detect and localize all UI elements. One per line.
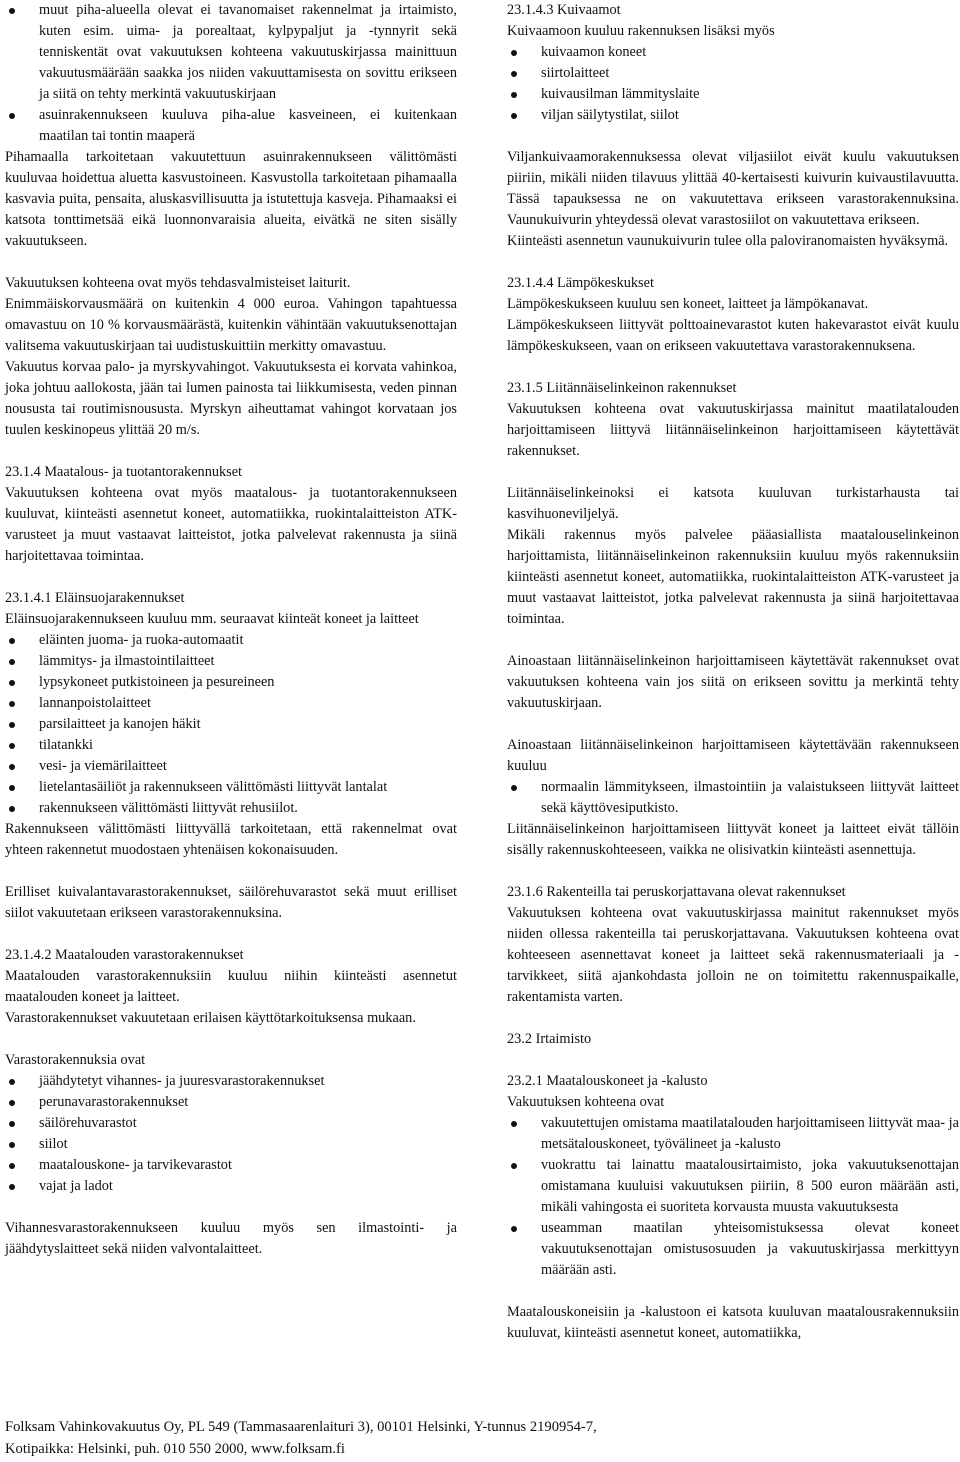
bullet-list (5, 0, 457, 147)
paragraph: Mikäli rakennus myös palvelee pääasiallista maatalouselinkeinon harjoittamista, liitännäiselinkeinon rakennuksiin kuuluu myös rakennuksiin kiinteästi asennetut koneet, automatiikka, ruokintalaitteiston ATK-varusteet ja muut vastaavat laitteistot, jotka palvelevat rakennusta ja siinä harjoitettavaa toimintaa. (507, 527, 959, 627)
list-item: tilatankki (5, 735, 457, 756)
list-item: vesi- ja viemärilaitteet (5, 756, 457, 777)
right-column (507, 0, 959, 1344)
paragraph: Varastorakennukset vakuutetaan erilaisen käyttötarkoituksensa mukaan. (5, 1010, 416, 1026)
paragraph: Lämpökeskukseen liittyvät polttoainevarastot kuten hakevarastot eivät kuulu lämpökeskukseen, vaan on erikseen vakuutettava varastorakennuksena. (507, 317, 959, 354)
paragraph: Vakuutuksen kohteena ovat myös maatalous- ja tuotantorakennukseen kuuluvat, kiinteästi asennetut koneet, automatiikka, ruokintalaitteiston ATK-varusteet ja muut vastaavat laitteistot, jotka palvelevat rakennusta ja siinä harjoitettavaa toimintaa. (5, 485, 457, 564)
list-item: vuokrattu tai lainattu maatalousirtaimisto, joka vakuutuksenottajan omistamana kuuluisi vakuutuksen piiriin, 8 500 euron määrään asti, mikäli vahingosta ei suoriteta korvausta muusta vakuutuksesta (507, 1155, 959, 1218)
paragraph: Eläinsuojarakennukseen kuuluu mm. seuraavat kiinteät koneet ja laitteet (5, 611, 419, 627)
list-item: viljan säilytystilat, siilot (507, 105, 959, 126)
list-item: kuivausilman lämmityslaite (507, 84, 959, 105)
list-item: eläinten juoma- ja ruoka-automaatit (5, 630, 457, 651)
bullet-list (507, 777, 959, 819)
paragraph: Maatalouden varastorakennuksiin kuuluu niihin kiinteästi asennetut maatalouden koneet ja laitteet. (5, 968, 457, 1005)
list-item: siirtolaitteet (507, 63, 959, 84)
section-heading: 23.1.4.4 Lämpökeskukset (507, 275, 654, 291)
list-item: säilörehuvarastot (5, 1113, 457, 1134)
section-heading: 23.2.1 Maatalouskoneet ja -kalusto (507, 1073, 708, 1089)
page-footer (5, 1416, 955, 1460)
paragraph: Vakuutuksen kohteena ovat vakuutuskirjassa mainitut maatilatalouden harjoittamiseen liittyvä liitännäiselinkeinon harjoittamiseen käytettävät rakennukset. (507, 401, 959, 459)
paragraph: Liitännäiselinkeinoksi ei katsota kuuluvan turkistarhausta tai kasvihuoneviljelyä. (507, 485, 959, 522)
section-heading: 23.1.4 Maatalous- ja tuotantorakennukset (5, 464, 243, 480)
list-item: useamman maatilan yhteisomistuksessa olevat koneet vakuutuksenottajan omistusosuuden ja vakuutuskirjassa merkittyyn määrään asti. (507, 1218, 959, 1281)
list-item: muut piha-alueella olevat ei tavanomaiset rakennelmat ja irtaimisto, kuten esim. uima- ja porealtaat, kylpypaljut ja -tynnyrit sekä tenniskentät ovat vakuutuksen kohteena vakuutuskirjassa mainittuun vakuutusmäärään saakka jos niiden vakuuttamisesta on sovittu erikseen ja siitä on tehty merkintä vakuutuskirjaan (5, 0, 457, 105)
list-item: lietelantasäiliöt ja rakennukseen välittömästi liittyvät lantalat (5, 777, 457, 798)
paragraph: Lämpökeskukseen kuuluu sen koneet, laitteet ja lämpökanavat. (507, 296, 869, 312)
list-item: asuinrakennukseen kuuluva piha-alue kasveineen, ei kuitenkaan maatilan tai tontin maaperä (5, 105, 457, 147)
paragraph: Vakuutus korvaa palo- ja myrskyvahingot. Vakuutuksesta ei korvata vahinkoa, joka johtuu aallokosta, jään tai lumen painosta tai liikkumisesta, veden pinnan noususta tai routimisnoususta. Myrskyn aiheuttamat vahingot korvataan jos tuulen keskinopeus ylittää 20 m/s. (5, 359, 457, 438)
bullet-list (507, 1113, 959, 1281)
list-item: lannanpoistolaitteet (5, 693, 457, 714)
list-item: kuivaamon koneet (507, 42, 959, 63)
paragraph: Kiinteästi asennetun vaunukuivurin tulee olla paloviranomaisten hyväksymä. (507, 233, 949, 249)
bullet-list (5, 630, 457, 819)
list-item: normaalin lämmitykseen, ilmastointiin ja valaistukseen liittyvät laitteet sekä käyttövesiputkisto. (507, 777, 959, 819)
list-item: lypsykoneet putkistoineen ja pesureineen (5, 672, 457, 693)
footer-line: Folksam Vahinkovakuutus Oy, PL 549 (Tammasaarenlaituri 3), 00101 Helsinki, Y-tunnus 2190954-7, (5, 1419, 597, 1435)
paragraph: Ainoastaan liitännäiselinkeinon harjoittamiseen käytettävät rakennukset ovat vakuutuksen kohteena vain jos siitä on erikseen sovittu ja merkintä tehty vakuutuskirjaan. (507, 653, 959, 711)
list-item: siilot (5, 1134, 457, 1155)
footer-line: Kotipaikka: Helsinki, puh. 010 550 2000, www.folksam.fi (5, 1441, 345, 1457)
paragraph: Erilliset kuivalantavarastorakennukset, säilörehuvarastot sekä muut erilliset siilot vakuutetaan erikseen varastorakennuksina. (5, 884, 457, 921)
section-heading: 23.2 Irtaimisto (507, 1031, 592, 1047)
list-item: maatalouskone- ja tarvikevarastot (5, 1155, 457, 1176)
list-item: lämmitys- ja ilmastointilaitteet (5, 651, 457, 672)
paragraph: Viljankuivaamorakennuksessa olevat viljasiilot eivät kuulu vakuutuksen piiriin, mikäli niiden tilavuus ylittää 40-kertaisesti kuivurin kuivaustilavuutta. Tässä tapauksessa ne on vakuutettava erikseen varastorakennuksina. Vaunukuivurin yhteydessä olevat varastosiilot on vakuutettava erikseen. (507, 149, 959, 228)
section-heading: 23.1.4.3 Kuivaamot (507, 2, 621, 18)
section-heading: 23.1.4.1 Eläinsuojarakennukset (5, 590, 185, 606)
paragraph: Maatalouskoneisiin ja -kalustoon ei katsota kuuluvan maatalousrakennuksiin kuuluvat, kiinteästi asennetut koneet, automatiikka, (507, 1304, 959, 1341)
bullet-list (5, 1071, 457, 1197)
list-item: vajat ja ladot (5, 1176, 457, 1197)
list-item: rakennukseen välittömästi liittyvät rehusiilot. (5, 798, 457, 819)
list-item: perunavarastorakennukset (5, 1092, 457, 1113)
section-heading: 23.1.4.2 Maatalouden varastorakennukset (5, 947, 244, 963)
paragraph: Rakennukseen välittömästi liittyvällä tarkoitetaan, että rakennelmat ovat yhteen rakennetut muodostaen yhtenäisen kokonaisuuden. (5, 821, 457, 858)
paragraph: Liitännäiselinkeinon harjoittamiseen liittyvät koneet ja laitteet eivät tällöin sisälly rakennuskohteeseen, vaikka ne olisivatkin kiinteästi asennettuja. (507, 821, 959, 858)
left-column (5, 0, 457, 1260)
section-heading: 23.1.6 Rakenteilla tai peruskorjattavana olevat rakennukset (507, 884, 846, 900)
paragraph: Varastorakennuksia ovat (5, 1052, 146, 1068)
paragraph: Kuivaamoon kuuluu rakennuksen lisäksi myös (507, 23, 775, 39)
section-heading: 23.1.5 Liitännäiselinkeinon rakennukset (507, 380, 737, 396)
paragraph: Vakuutuksen kohteena ovat vakuutuskirjassa mainitut rakennukset myös niiden ollessa rakenteilla tai peruskorjattavana. Vakuutuksen kohteena ovat kohteeseen asennettavat koneet ja laitteet sekä rakennusmateriaali ja -tarvikkeet, siitä ajankohdasta jolloin ne on toimitettu rakennuspaikalle, rakentamista varten. (507, 905, 959, 1005)
paragraph: Ainoastaan liitännäiselinkeinon harjoittamiseen käytettävään rakennukseen kuuluu (507, 737, 959, 774)
paragraph: Pihamaalla tarkoitetaan vakuutettuun asuinrakennukseen välittömästi kuuluvaa hoidettua aluetta kasvustoineen. Kasvustolla tarkoitetaan pihamaalla kasvavia puita, pensaita, aluskasvillisuutta ja istutettuja kasveja. Pihamaaksi ei katsota tonttimetsää eikä luonnonvaraisia alueita, eivätkä ne siten sisälly vakuutukseen. (5, 149, 457, 249)
list-item: jäähdytetyt vihannes- ja juuresvarastorakennukset (5, 1071, 457, 1092)
paragraph: Vakuutuksen kohteena ovat (507, 1094, 665, 1110)
paragraph: Vihannesvarastorakennukseen kuuluu myös sen ilmastointi- ja jäähdytyslaitteet sekä niiden valvontalaitteet. (5, 1220, 457, 1257)
list-item: vakuutettujen omistama maatilatalouden harjoittamiseen liittyvät maa- ja metsätalouskoneet, työvälineet ja -kalusto (507, 1113, 959, 1155)
paragraph: Enimmäiskorvausmäärä on kuitenkin 4 000 euroa. Vahingon tapahtuessa omavastuu on 10 % korvausmäärästä, kuitenkin vähintään vakuutuksenottajan valitsema vakuutuskirjaan tai uudistuskuittiin merkitty omavastuu. (5, 296, 457, 354)
bullet-list (507, 42, 959, 126)
list-item: parsilaitteet ja kanojen häkit (5, 714, 457, 735)
paragraph: Vakuutuksen kohteena ovat myös tehdasvalmisteiset laiturit. (5, 275, 351, 291)
